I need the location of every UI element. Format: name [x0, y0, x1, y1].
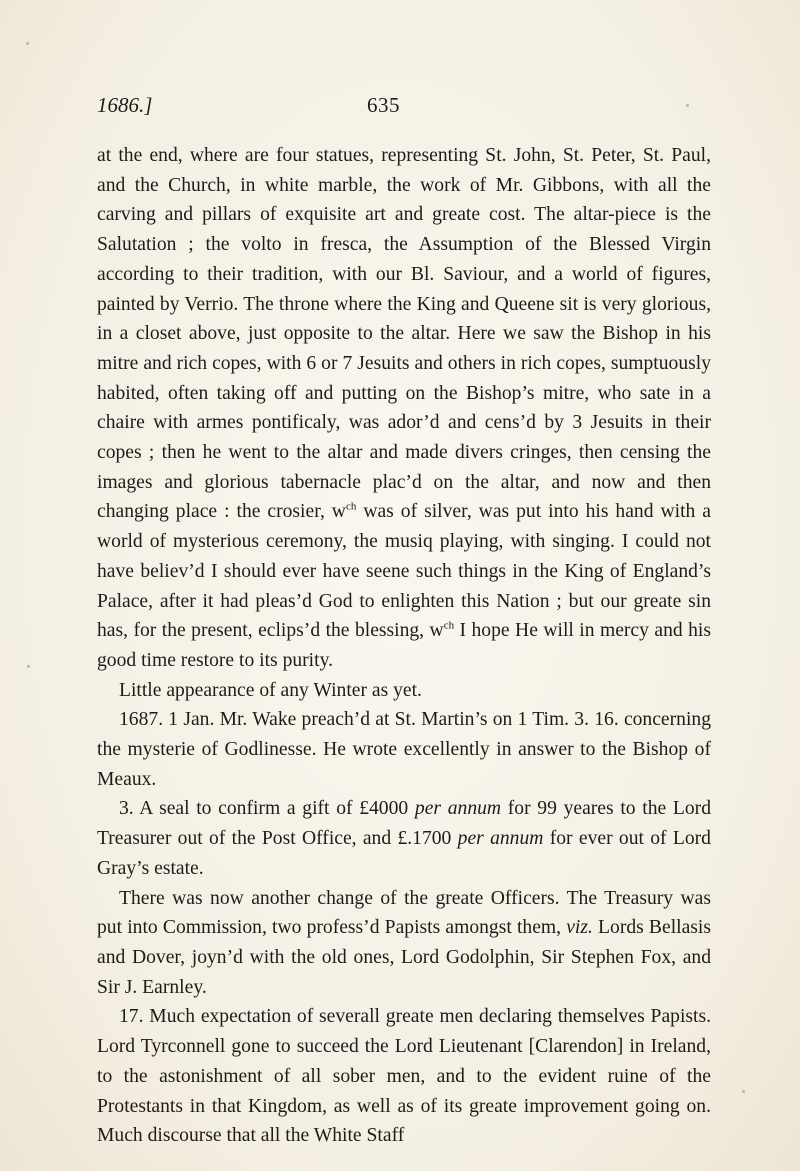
italic-text: per annum: [457, 828, 544, 850]
text-run: 3. A seal to confirm a gift of £4000: [119, 798, 415, 820]
paper-speck: [686, 104, 689, 107]
text-run: 17. Much expectation of severall greate men declaring themselves Papists. Lord Tyrconnell gone to succeed the Lord Lieutenant [Clarendon] in Ireland, to the astonishment of all sober men, and to the evident ruine of the Protestants in that Kingdom, as well as of its greate improvement going on. Much discourse that all the White Staff: [97, 1006, 711, 1147]
paper-speck: [742, 1090, 745, 1093]
text-run: There was now another change of the greate Officers. The Treasury was put into Commission, two profess’d Papists amongst them,: [97, 887, 711, 939]
paragraph: [97, 705, 711, 794]
paragraph: [97, 676, 711, 706]
paragraph: [97, 794, 711, 883]
superscript-abbrev: ch: [345, 500, 357, 513]
text-run: Lords Bellasis and Dover, joyn’d with the old ones, Lord Godolphin, Sir Stephen Fox, and Sir J. Earnley.: [97, 917, 711, 998]
text-run: Little appearance of any Winter as yet.: [119, 679, 422, 701]
text-run: was of silver, was put into his hand with a world of mysterious ceremony, the musiq playing, with singing. I could not have believ’d I should ever have seene such things in the King of England’s Palace, after it had pleas’d God to enlighten this Nation ; but our greate sin has, for the present, eclips’d the blessing, w: [97, 501, 711, 642]
text-run: at the end, where are four statues, representing St. John, St. Peter, St. Paul, and the Church, in white marble, the work of Mr. Gibbons, with all the carving and pillars of exquisite art and greate cost. The altar-piece is the Salutation ; the volto in fresca, the Assumption of the Blessed Virgin according to their tradition, with our Bl. Saviour, and a world of figures, painted by Verrio. The throne where the King and Queene sit is very glorious, in a closet above, just opposite to the altar. Here we saw the Bishop in his mitre and rich copes, with 6 or 7 Jesuits and others in rich copes, sumptuously habited, often taking off and putting on the Bishop’s mitre, who sate in a chaire with armes pontificaly, was ador’d and cens’d by 3 Jesuits in their copes ; then he went to the altar and made divers cringes, then censing the images and glorious tabernacle plac’d on the altar, and now and then changing place : the crosier, w: [97, 145, 711, 523]
paper-speck: [26, 42, 29, 45]
text-run: for ever out of Lord Gray’s estate.: [97, 828, 711, 879]
italic-text: viz.: [566, 917, 593, 939]
paragraph: [97, 884, 711, 1003]
text-run: for 99 yeares to the Lord Treasurer out of the Post Office, and £.1700: [97, 798, 711, 850]
paper-speck: [27, 665, 30, 668]
text-run: 1687. 1 Jan. Mr. Wake preach’d at St. Martin’s on 1 Tim. 3. 16. concerning the mysterie of Godlinesse. He wrote excellently in answer to the Bishop of Meaux.: [97, 709, 711, 790]
body-text: [97, 141, 711, 1151]
header-year: 1686.]: [97, 93, 153, 117]
running-header: [97, 93, 687, 123]
page-number: 635: [367, 93, 400, 117]
paragraph: [97, 1002, 711, 1151]
paragraph: [97, 141, 711, 676]
italic-text: per annum: [414, 798, 502, 820]
text-run: I hope He will in mercy and his good time restore to its purity.: [97, 620, 711, 671]
superscript-abbrev: ch: [443, 619, 455, 632]
